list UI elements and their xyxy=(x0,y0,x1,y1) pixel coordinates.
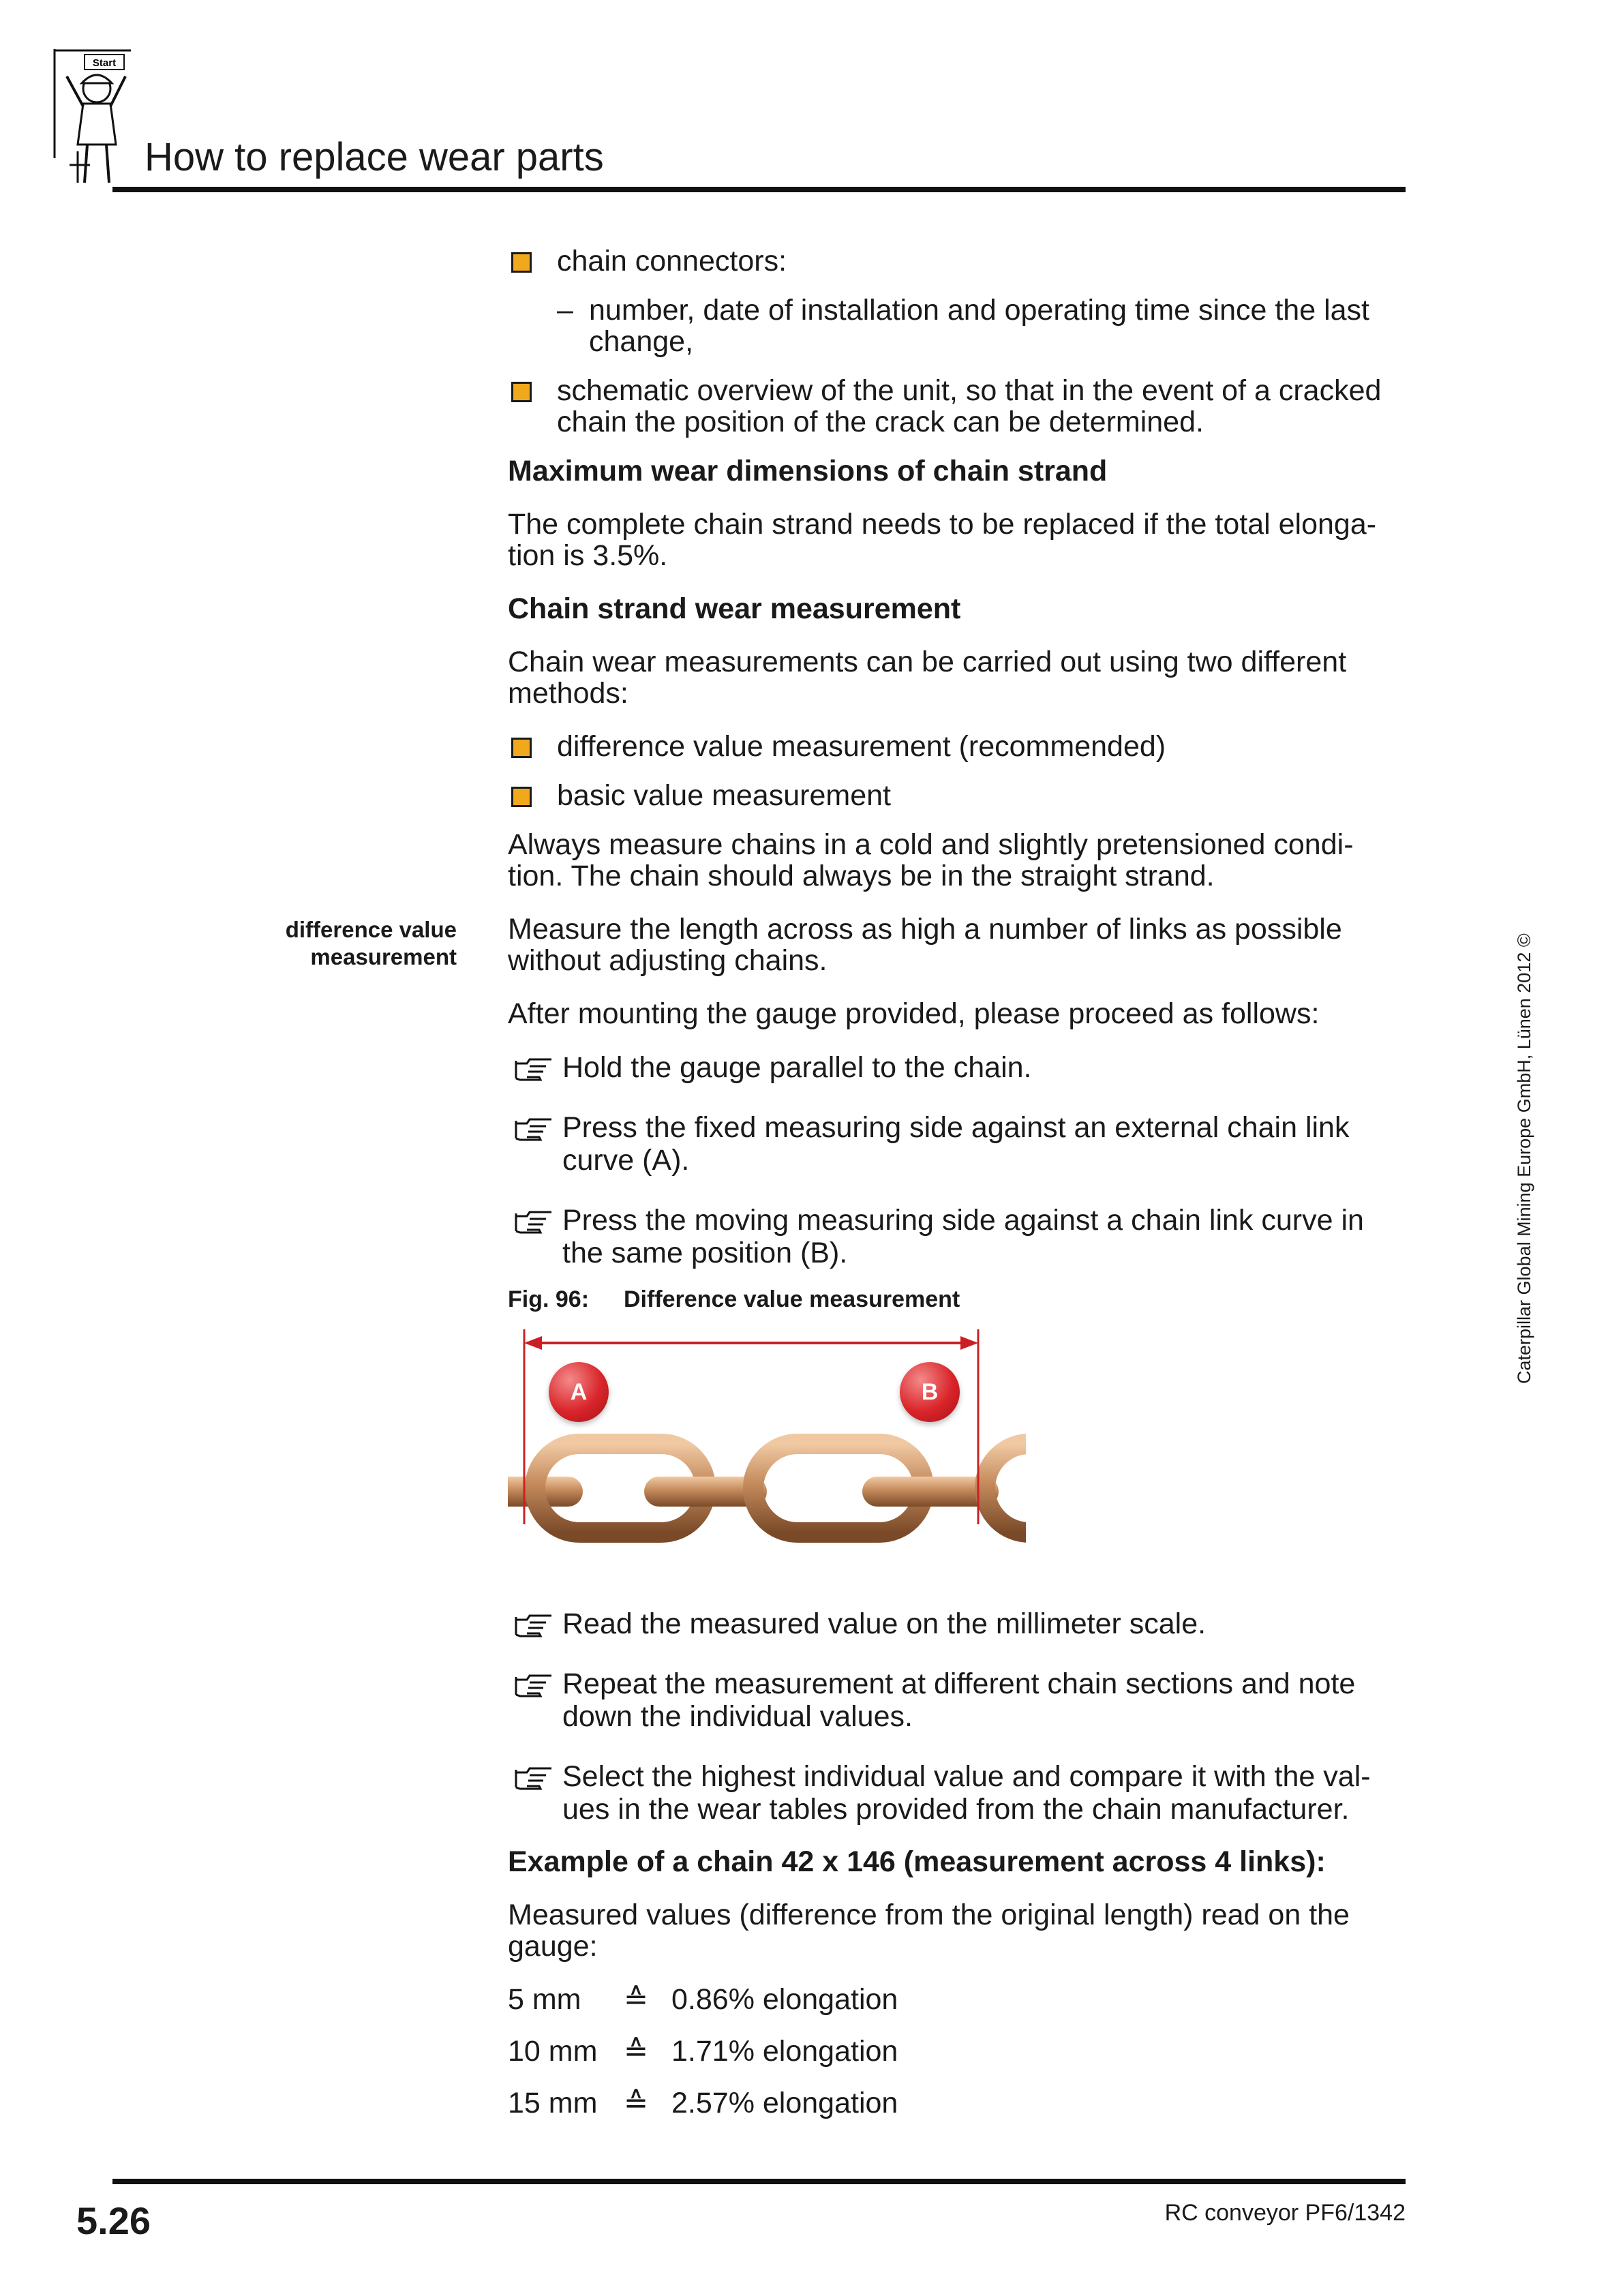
measure-length-text: Measure the length across as high a number of links as possible without adjusting chains. xyxy=(508,913,1342,977)
figure-title: Difference value measurement xyxy=(624,1286,960,1312)
max-wear-heading: Maximum wear dimensions of chain strand xyxy=(508,455,1108,487)
dash-item xyxy=(508,294,1408,357)
measurement-heading: Chain strand wear measurement xyxy=(508,592,961,625)
corresponds-symbol: ≙ xyxy=(624,1983,649,2016)
method-item xyxy=(508,731,1408,762)
value-result: 1.71% elongation xyxy=(671,2035,898,2068)
value-result: 0.86% elongation xyxy=(671,1983,898,2016)
pointing-hand-icon xyxy=(513,1115,556,1143)
bullet-square-icon xyxy=(511,787,532,807)
page-title: How to replace wear parts xyxy=(145,135,604,179)
method-text: difference value measurement (recommended) xyxy=(557,730,1166,763)
pointing-hand-icon xyxy=(513,1672,556,1699)
corresponds-symbol: ≙ xyxy=(624,2035,649,2068)
bullet-item xyxy=(508,245,1408,277)
example-value-row xyxy=(508,2087,1408,2119)
page-number: 5.26 xyxy=(76,2199,151,2242)
margin-note xyxy=(204,916,457,971)
pointing-hand-icon xyxy=(513,1055,556,1083)
value-amount: 10 mm xyxy=(508,2035,598,2068)
measurement-intro: Chain wear measurements can be carried out using two different methods: xyxy=(508,646,1347,710)
pointing-hand-icon xyxy=(513,1612,556,1639)
always-measure-text: Always measure chains in a cold and slightly pretensioned condi-tion. The chain should always be in the straight strand. xyxy=(508,828,1354,892)
instruction-step xyxy=(508,1607,1408,1640)
step-text: Hold the gauge parallel to the chain. xyxy=(562,1051,1032,1084)
instruction-step xyxy=(508,1051,1408,1084)
instruction-step xyxy=(508,1760,1408,1826)
header-divider xyxy=(112,187,1406,192)
chain-measurement-figure xyxy=(508,1320,1026,1572)
figure-caption xyxy=(508,1286,1408,1313)
dash-mark: – xyxy=(557,294,573,327)
step-text: Press the moving measuring side against a chain link curve in the same position (B). xyxy=(562,1204,1364,1269)
instruction-step xyxy=(508,1204,1408,1269)
pointing-hand-icon xyxy=(513,1764,556,1792)
pointing-hand-icon xyxy=(513,1208,556,1235)
bullet-text: schematic overview of the unit, so that in the event of a cracked chain the position of the crack can be determined. xyxy=(557,374,1382,438)
example-value-row xyxy=(508,1984,1408,2015)
step-text: Read the measured value on the millimeter scale. xyxy=(562,1607,1207,1640)
document-id: RC conveyor PF6/1342 xyxy=(1164,2200,1406,2226)
value-amount: 15 mm xyxy=(508,2087,598,2119)
after-mounting-text: After mounting the gauge provided, please proceed as follows: xyxy=(508,997,1320,1030)
example-value-row xyxy=(508,2036,1408,2067)
max-wear-text: The complete chain strand needs to be replaced if the total elonga-tion is 3.5%. xyxy=(508,508,1377,572)
chain-illustration xyxy=(508,1320,1026,1572)
marker-a: A xyxy=(549,1362,609,1422)
instruction-step xyxy=(508,1667,1408,1733)
value-amount: 5 mm xyxy=(508,1983,581,2016)
method-text: basic value measurement xyxy=(557,779,891,812)
method-item xyxy=(508,780,1408,811)
dash-text: number, date of installation and operating time since the last change, xyxy=(589,294,1369,358)
margin-note-line-1: difference value xyxy=(285,917,457,942)
step-text: Repeat the measurement at different chain sections and note down the individual values. xyxy=(562,1667,1356,1733)
bullet-square-icon xyxy=(511,252,532,273)
main-content xyxy=(508,245,1408,2139)
bullet-text: chain connectors: xyxy=(557,245,787,277)
marker-b: B xyxy=(900,1362,960,1422)
example-heading: Example of a chain 42 x 146 (measurement across 4 links): xyxy=(508,1845,1326,1878)
worker-with-helmet-icon xyxy=(49,49,138,185)
side-copyright: Caterpillar Global Mining Europe GmbH, Lünen 2012 © xyxy=(1514,933,1534,1384)
corresponds-symbol: ≙ xyxy=(624,2087,649,2119)
icon-start-label: Start xyxy=(92,57,117,69)
instruction-step xyxy=(508,1111,1408,1177)
step-text: Press the fixed measuring side against an external chain link curve (A). xyxy=(562,1111,1350,1177)
value-result: 2.57% elongation xyxy=(671,2087,898,2119)
figure-number: Fig. 96: xyxy=(508,1286,590,1312)
example-text: Measured values (difference from the original length) read on the gauge: xyxy=(508,1899,1350,1963)
bullet-square-icon xyxy=(511,382,532,402)
step-text: Select the highest individual value and compare it with the val-ues in the wear tables provided from the chain manufacturer. xyxy=(562,1760,1371,1826)
bullet-item xyxy=(508,375,1408,438)
footer-divider xyxy=(112,2179,1406,2184)
margin-note-line-2: measurement xyxy=(310,944,457,969)
bullet-square-icon xyxy=(511,738,532,758)
